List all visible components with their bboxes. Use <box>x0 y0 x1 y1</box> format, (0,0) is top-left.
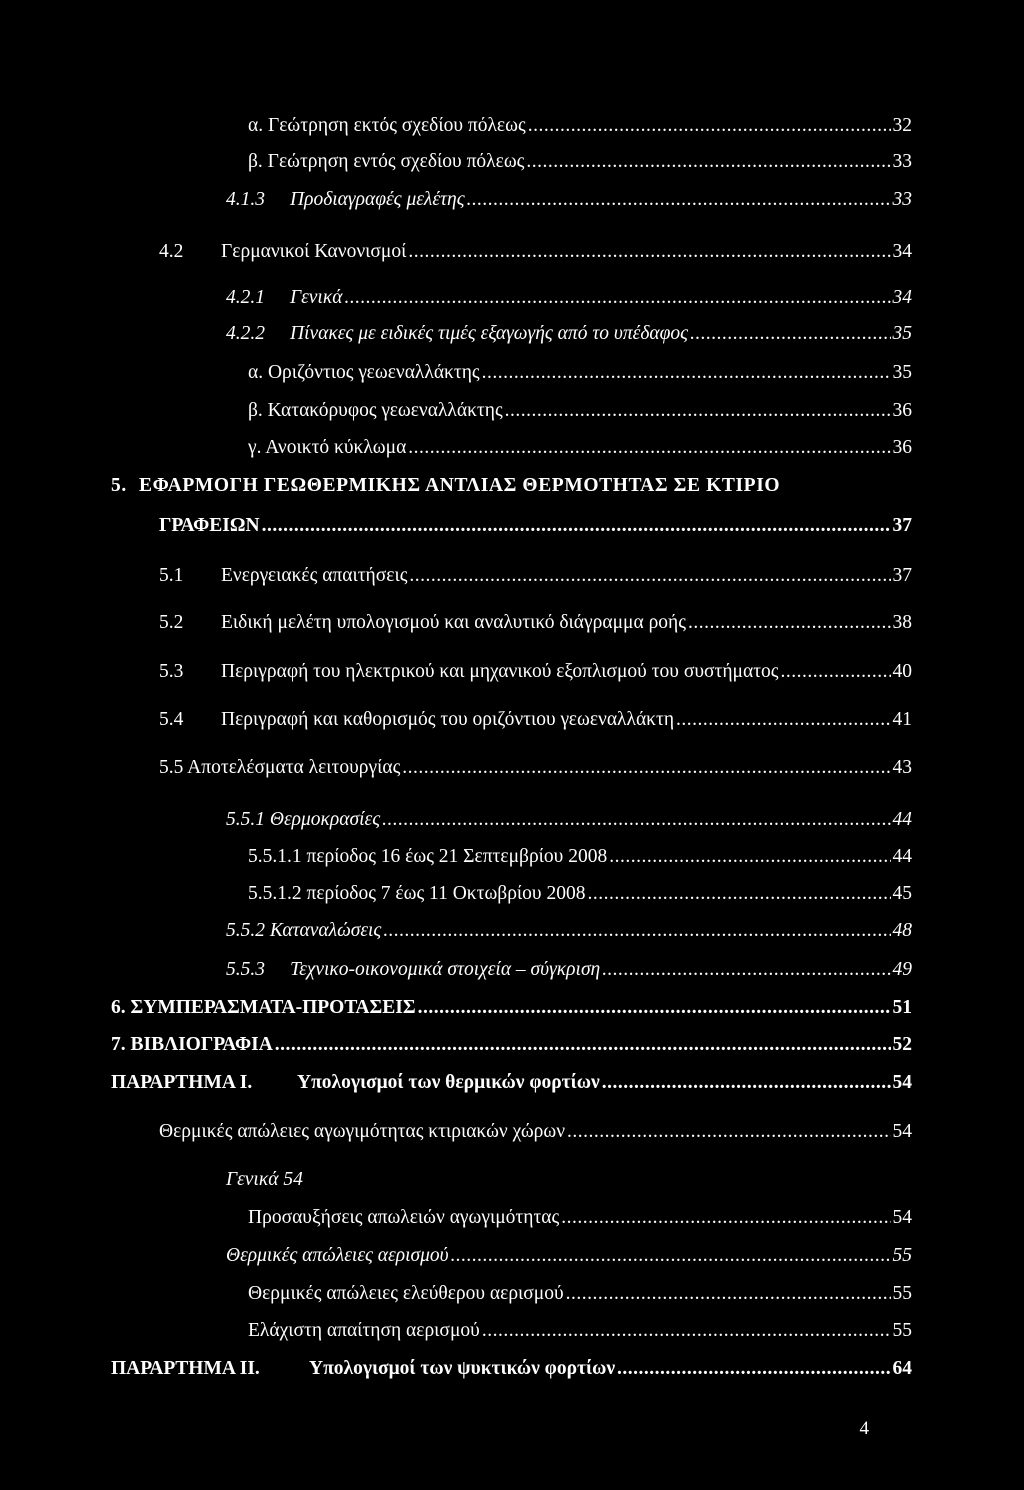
toc-entry-page: 48 <box>892 920 912 941</box>
toc-leader <box>344 284 890 312</box>
toc-entry-page: 36 <box>892 400 912 421</box>
toc-entry[interactable] <box>159 609 912 637</box>
toc-entry-number: ΠΑΡΑΡΤΗΜΑ ΙΙ. <box>111 1358 260 1379</box>
toc-entry[interactable] <box>226 806 912 834</box>
toc-entry[interactable] <box>159 238 912 266</box>
toc-entry-page: 33 <box>892 151 912 172</box>
toc-entry-page: 51 <box>892 997 912 1018</box>
toc-entry-label: α. Οριζόντιος γεωεναλλάκτης <box>248 362 480 383</box>
toc-leader <box>275 1031 891 1059</box>
toc-entry-label: 5.5.2 Καταναλώσεις <box>226 920 382 941</box>
toc-entry-label: Ειδική μελέτη υπολογισμού και αναλυτικό διάγραμμα ροής <box>221 612 686 633</box>
toc-entry-label: Τεχνικο-οικονομικά στοιχεία – σύγκριση <box>290 959 601 980</box>
toc-entry[interactable] <box>226 956 912 984</box>
toc-entry-label: Γενικά 54 <box>226 1169 303 1190</box>
toc-leader <box>505 397 891 425</box>
toc-entry-number: 5.2 <box>159 612 184 633</box>
toc-entry-page: 49 <box>892 959 912 980</box>
toc-entry-page: 34 <box>892 241 912 262</box>
toc-entry[interactable] <box>248 1280 912 1308</box>
toc-entry-number: 5.3 <box>159 661 184 682</box>
toc-entry[interactable] <box>226 917 912 945</box>
toc-entry-number: 4.1.3 <box>226 189 265 210</box>
toc-entry[interactable] <box>248 148 912 176</box>
toc-entry-page: 40 <box>892 661 912 682</box>
toc-entry[interactable] <box>111 1031 912 1059</box>
toc-entry-label: Περιγραφή και καθορισμός του οριζόντιου γεωεναλλάκτη <box>221 709 675 730</box>
toc-entry-page: 43 <box>892 757 912 778</box>
toc-entry-label: 5.5.1.2 περίοδος 7 έως 11 Οκτωβρίου 2008 <box>248 883 586 904</box>
toc-entry-page: 37 <box>892 515 912 536</box>
toc-entry-number: 5.1 <box>159 565 184 586</box>
toc-entry-label: Υπολογισμοί των θερμικών φορτίων <box>297 1072 600 1093</box>
toc-entry-page: 44 <box>892 809 912 830</box>
toc-entry-page: 55 <box>892 1283 912 1304</box>
toc-entry[interactable] <box>248 434 912 462</box>
toc-entry[interactable] <box>248 359 912 387</box>
toc-entry-page: 41 <box>892 709 912 730</box>
toc-entry-label: γ. Ανοικτό κύκλωμα <box>248 437 407 458</box>
toc-leader <box>609 843 890 871</box>
toc-entry[interactable] <box>111 994 912 1022</box>
toc-entry-page: 64 <box>892 1358 912 1379</box>
toc-entry-number: 4.2 <box>159 241 184 262</box>
toc-entry-number: ΠΑΡΑΡΤΗΜΑ Ι. <box>111 1072 253 1093</box>
toc-entry-number: 5. <box>111 475 127 496</box>
toc-entry-page: 55 <box>892 1245 912 1266</box>
toc-entry-label: 6. ΣΥΜΠΕΡΑΣΜΑΤΑ-ΠΡΟΤΑΣΕΙΣ <box>111 997 416 1018</box>
toc-entry[interactable] <box>248 843 912 871</box>
toc-entry[interactable] <box>159 754 912 782</box>
toc-leader <box>408 434 890 462</box>
toc-entry-label: Γερμανικοί Κανονισμοί <box>221 241 407 262</box>
toc-leader <box>561 1204 890 1232</box>
toc-leader <box>482 359 891 387</box>
toc-entry[interactable] <box>111 1355 912 1383</box>
toc-entry-label: ΕΦΑΡΜΟΓΗ ΓΕΩΘΕΡΜΙΚΗΣ ΑΝΤΛΙΑΣ ΘΕΡΜΟΤΗΤΑΣ ΣΕ ΚΤΙΡΙΟ <box>139 475 781 496</box>
toc-entry[interactable] <box>226 186 912 214</box>
toc-entry-label: Προδιαγραφές μελέτης <box>290 189 465 210</box>
toc-entry-page: 52 <box>892 1034 912 1055</box>
toc-entry-label: Υπολογισμοί των ψυκτικών φορτίων <box>309 1358 616 1379</box>
toc-entry[interactable] <box>248 397 912 425</box>
toc-entry[interactable] <box>226 320 912 348</box>
toc-leader <box>617 1355 890 1383</box>
toc-leader <box>567 1118 890 1146</box>
toc-leader <box>602 1069 891 1097</box>
toc-leader <box>676 706 890 734</box>
toc-entry-page: 36 <box>892 437 912 458</box>
toc-entry[interactable] <box>248 112 912 140</box>
toc-entry[interactable] <box>159 658 912 686</box>
toc-entry[interactable] <box>159 706 912 734</box>
toc-entry-label: Προσαυξήσεις απωλειών αγωγιμότητας <box>248 1207 560 1228</box>
toc-leader <box>402 754 890 782</box>
toc-entry-label: β. Γεώτρηση εντός σχεδίου πόλεως <box>248 151 525 172</box>
toc-chapter-heading[interactable] <box>111 472 912 500</box>
toc-entry-page: 54 <box>892 1121 912 1142</box>
toc-leader <box>690 320 890 348</box>
toc-leader <box>383 917 890 945</box>
page-number: 4 <box>859 1418 869 1439</box>
toc-entry-label: Πίνακες με ειδικές τιμές εξαγωγής από το υπέδαφος <box>290 323 689 344</box>
toc-entry-label: Ελάχιστη απαίτηση αερισμού <box>248 1320 480 1341</box>
toc-entry-page: 32 <box>892 115 912 136</box>
toc-leader <box>451 1242 891 1270</box>
toc-entry-label: Ενεργειακές απαιτήσεις <box>221 565 408 586</box>
toc-leader <box>781 658 891 686</box>
toc-entry-page: 35 <box>892 323 912 344</box>
toc-entry-label: 7. ΒΙΒΛΙΟΓΡΑΦΙΑ <box>111 1034 273 1055</box>
toc-leader <box>566 1280 891 1308</box>
toc-leader <box>467 186 891 214</box>
toc-entry-label: Θερμικές απώλειες αερισμού <box>226 1245 449 1266</box>
toc-entry-page: 33 <box>892 189 912 210</box>
toc-leader <box>408 238 890 266</box>
toc-entry-page: 54 <box>892 1072 912 1093</box>
toc-entry-label: 5.5 Αποτελέσματα λειτουργίας <box>159 757 401 778</box>
toc-entry[interactable] <box>248 880 912 908</box>
toc-entry-page: 55 <box>892 1320 912 1341</box>
toc-leader <box>526 148 890 176</box>
toc-entry-page: 45 <box>892 883 912 904</box>
toc-entry-number: 4.2.2 <box>226 323 265 344</box>
toc-entry-page: 35 <box>892 362 912 383</box>
toc-entry-number: 5.4 <box>159 709 184 730</box>
toc-entry-label: α. Γεώτρηση εκτός σχεδίου πόλεως <box>248 115 526 136</box>
toc-entry-label: β. Κατακόρυφος γεωεναλλάκτης <box>248 400 503 421</box>
toc-entry[interactable] <box>111 1069 912 1097</box>
toc-entry[interactable] <box>159 512 912 540</box>
toc-leader <box>482 1317 891 1345</box>
toc-entry-number: 4.2.1 <box>226 287 265 308</box>
toc-leader <box>587 880 890 908</box>
toc-entry-label: 5.5.1 Θερμοκρασίες <box>226 809 381 830</box>
toc-entry[interactable] <box>226 1242 912 1270</box>
toc-leader <box>688 609 891 637</box>
toc-entry-label: Γενικά <box>290 287 343 308</box>
toc-entry-label: Θερμικές απώλειες αγωγιμότητας κτιριακών χώρων <box>159 1121 566 1142</box>
toc-entry-page: 38 <box>892 612 912 633</box>
toc-entry-page: 54 <box>892 1207 912 1228</box>
toc-entry-label: Θερμικές απώλειες ελεύθερου αερισμού <box>248 1283 564 1304</box>
toc-entry[interactable] <box>159 1118 912 1146</box>
toc-entry[interactable] <box>159 562 912 590</box>
toc-leader <box>418 994 891 1022</box>
toc-entry-page: 37 <box>892 565 912 586</box>
toc-leader <box>262 512 891 540</box>
toc-entry-page: 34 <box>892 287 912 308</box>
toc-entry-label: ΓΡΑΦΕΙΩΝ <box>159 515 260 536</box>
toc-entry[interactable] <box>248 1204 912 1232</box>
toc-entry-label: 5.5.1.1 περίοδος 16 έως 21 Σεπτεμβρίου 2008 <box>248 846 608 867</box>
toc-leader <box>602 956 890 984</box>
toc-leader <box>528 112 891 140</box>
toc-entry[interactable] <box>226 1166 303 1194</box>
toc-entry-page: 44 <box>892 846 912 867</box>
toc-entry-label: Περιγραφή του ηλεκτρικού και μηχανικού εξοπλισμού του συστήματος <box>221 661 779 682</box>
toc-leader <box>382 806 890 834</box>
toc-leader <box>409 562 890 590</box>
toc-entry-number: 5.5.3 <box>226 959 265 980</box>
toc-entry[interactable] <box>226 284 912 312</box>
toc-entry[interactable] <box>248 1317 912 1345</box>
